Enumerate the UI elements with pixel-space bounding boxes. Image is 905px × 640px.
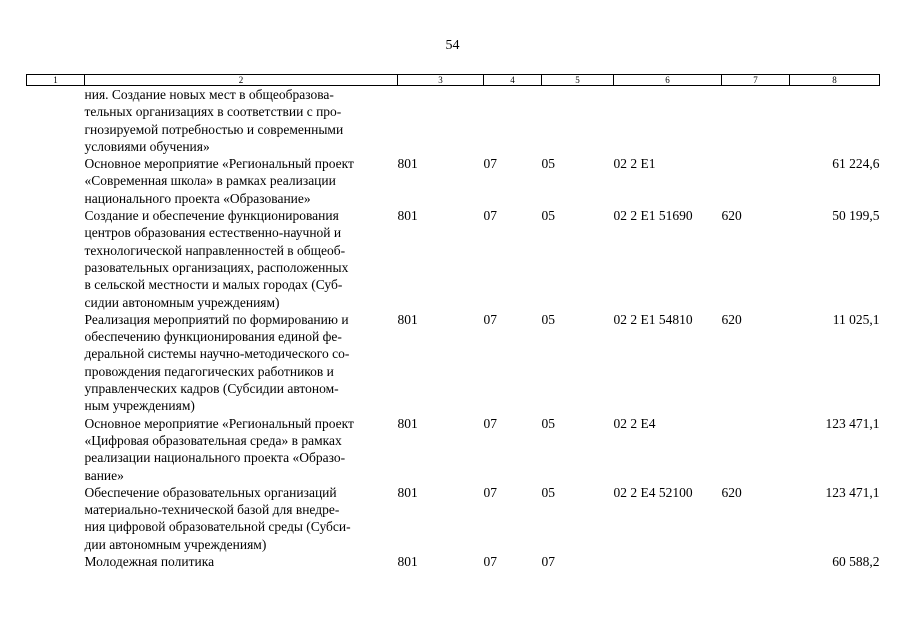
description-line: управленческих кадров (Субсидии автоном-: [84, 381, 339, 397]
description-line: Реализация мероприятий по формированию и: [84, 311, 349, 327]
column-header-5: 5: [542, 75, 614, 86]
cell-amount: 11 025,1: [832, 311, 880, 327]
column-header-7: 7: [722, 75, 790, 86]
table-row: [27, 553, 880, 570]
cell-department-code: 801: [397, 415, 418, 431]
cell-expense-type: 620: [721, 484, 742, 500]
table-row: [27, 207, 880, 311]
cell-section: 07: [483, 156, 497, 172]
cell-expense-type: [722, 155, 790, 207]
cell-description: [85, 553, 398, 570]
cell-subsection: 05: [541, 311, 555, 327]
page-number: 54: [445, 38, 460, 53]
cell-line-number: [27, 484, 85, 553]
description-line: Основное мероприятие «Региональный проект: [84, 415, 354, 431]
cell-department-code: 801: [397, 554, 418, 570]
budget-table: [26, 74, 880, 570]
cell-section: 07: [483, 415, 497, 431]
description-line: материально-технической базой для внедре-: [84, 502, 340, 518]
description-line: разовательных организациях, расположенных: [84, 259, 349, 275]
description-line: дии автономным учреждениям): [84, 536, 267, 552]
cell-description: [85, 484, 398, 553]
table-row: [27, 484, 880, 553]
description-line: технологической направленностей в общеоб-: [84, 242, 346, 258]
column-header-8: 8: [790, 75, 880, 86]
cell-expense-type: [722, 553, 790, 570]
description-line: Основное мероприятие «Региональный проект: [84, 156, 354, 172]
cell-subsection: 05: [541, 156, 555, 172]
cell-amount: 123 471,1: [825, 484, 880, 500]
cell-description: [85, 207, 398, 311]
cell-section: 07: [483, 208, 497, 224]
description-line: сидии автономным учреждениям): [84, 294, 280, 310]
column-header-3: 3: [398, 75, 484, 86]
description-line: провождения педагогических работников и: [84, 363, 334, 379]
cell-amount: 123 471,1: [825, 415, 880, 431]
cell-target-article: 02 2 E4 52100: [613, 484, 693, 500]
cell-department-code: 801: [397, 311, 418, 327]
description-line: обеспечению функционирования единой фе-: [84, 329, 342, 345]
column-header-4: 4: [484, 75, 542, 86]
cell-expense-type: 620: [721, 208, 742, 224]
cell-amount: 61 224,6: [832, 156, 880, 172]
cell-target-article: 02 2 E1 54810: [613, 311, 693, 327]
cell-line-number: [27, 155, 85, 207]
description-line: центров образования естественно-научной и: [84, 225, 342, 241]
cell-line-number: [27, 86, 85, 156]
cell-section: 07: [483, 311, 497, 327]
cell-subsection: 07: [541, 554, 555, 570]
cell-description: [85, 415, 398, 484]
cell-target-article: 02 2 E4: [613, 415, 656, 431]
table-row: [27, 155, 880, 207]
cell-line-number: [27, 311, 85, 415]
description-line: ным учреждениям): [84, 398, 195, 414]
description-line: Создание и обеспечение функционирования: [84, 208, 339, 224]
cell-department-code: 801: [397, 208, 418, 224]
column-header-2: 2: [85, 75, 398, 86]
description-line: деральной системы научно-методического со-: [84, 346, 350, 362]
cell-subsection: 05: [541, 415, 555, 431]
cell-section: [484, 86, 542, 156]
cell-section: 07: [483, 484, 497, 500]
cell-subsection: 05: [541, 484, 555, 500]
cell-amount: 50 199,5: [832, 208, 880, 224]
cell-target-article: 02 2 E1 51690: [613, 208, 693, 224]
table-row: [27, 311, 880, 415]
cell-department-code: 801: [397, 484, 418, 500]
description-line: вание»: [84, 467, 124, 483]
table-row: [27, 415, 880, 484]
description-line: реализации национального проекта «Образо-: [84, 450, 346, 466]
cell-target-article: [614, 553, 722, 570]
cell-department-code: [398, 86, 484, 156]
description-line: тельных организациях в соответствии с про-: [84, 104, 342, 120]
column-header-1: 1: [27, 75, 85, 86]
cell-line-number: [27, 553, 85, 570]
cell-line-number: [27, 415, 85, 484]
description-line: Обеспечение образовательных организаций: [84, 484, 337, 500]
cell-description: [85, 155, 398, 207]
table-body: [27, 86, 880, 571]
description-line: национального проекта «Образование»: [84, 190, 311, 206]
description-line: ния. Создание новых мест в общеобразова-: [84, 87, 334, 102]
description-line: Молодежная политика: [84, 554, 215, 570]
cell-section: 07: [483, 554, 497, 570]
table-row: [27, 86, 880, 156]
cell-amount: 60 588,2: [832, 554, 880, 570]
description-line: «Цифровая образовательная среда» в рамках: [84, 432, 342, 448]
cell-subsection: [542, 86, 614, 156]
description-line: гнозируемой потребностью и современными: [84, 121, 344, 137]
description-line: ния цифровой образовательной среды (Субси-: [84, 519, 351, 535]
description-line: «Современная школа» в рамках реализации: [84, 173, 336, 189]
column-header-6: 6: [614, 75, 722, 86]
description-line: в сельской местности и малых городах (Суб-: [84, 277, 343, 293]
cell-target-article: [614, 86, 722, 156]
table-header-row: [27, 75, 880, 86]
cell-expense-type: 620: [721, 311, 742, 327]
cell-expense-type: [722, 415, 790, 484]
cell-target-article: 02 2 E1: [613, 156, 656, 172]
cell-department-code: 801: [397, 156, 418, 172]
description-line: условиями обучения»: [84, 138, 210, 154]
cell-expense-type: [722, 86, 790, 156]
cell-amount: [790, 86, 880, 156]
cell-description: [85, 86, 398, 156]
cell-subsection: 05: [541, 208, 555, 224]
cell-description: [85, 311, 398, 415]
cell-line-number: [27, 207, 85, 311]
